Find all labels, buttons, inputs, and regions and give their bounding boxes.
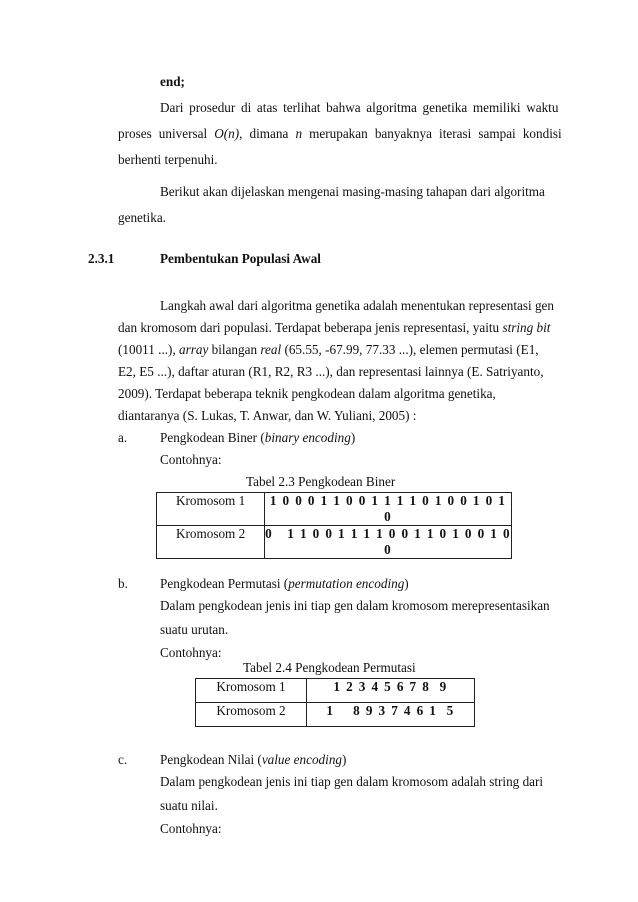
list-marker-c: c. — [118, 752, 128, 767]
paragraph-3-line-1: Langkah awal dari algoritma genetika adalah menentukan representasi gen — [160, 298, 554, 313]
term-array: array — [179, 342, 209, 357]
text-run: Pengkodean Biner ( — [160, 430, 265, 445]
table-cell-key: Kromosom 1 — [157, 493, 265, 526]
term-real: real — [260, 342, 282, 357]
table-row — [157, 526, 512, 559]
table-cell-key: Kromosom 2 — [157, 526, 265, 559]
term-permutation-encoding: permutation encoding — [288, 576, 405, 591]
item-b-desc-line-2: suatu urutan. — [160, 622, 229, 637]
text-run: ) — [342, 752, 347, 767]
item-b-example-label: Contohnya: — [160, 645, 222, 660]
table-cell-value: 1 0 0 0 1 1 0 0 1 1 1 1 0 1 0 0 1 0 1 0 — [265, 493, 512, 526]
text-run: Pengkodean Permutasi ( — [160, 576, 289, 591]
text-run: Pengkodean Nilai ( — [160, 752, 262, 767]
table-2-3-caption: Tabel 2.3 Pengkodean Biner — [246, 474, 396, 489]
paragraph-3-line-2 — [118, 320, 550, 336]
section-title: Pembentukan Populasi Awal — [160, 251, 321, 266]
paragraph-3-line-5: 2009). Terdapat beberapa teknik pengkodean dalam algoritma genetika, — [118, 386, 496, 401]
text-run: dan kromosom dari populasi. Terdapat beberapa jenis representasi, yaitu — [118, 320, 503, 335]
paragraph-3-line-4: E2, E5 ...), daftar aturan (R1, R2, R3 ...), dan representasi lainnya (E. Satriyanto, — [118, 364, 544, 379]
paragraph-1-line-3: berhenti terpenuhi. — [118, 152, 218, 167]
item-c-desc-line-2: suatu nilai. — [160, 798, 218, 813]
item-b-desc-line-1: Dalam pengkodean jenis ini tiap gen dalam kromosom merepresentasikan — [160, 598, 550, 613]
paragraph-2-line-2: genetika. — [118, 210, 166, 225]
text-run: ) — [404, 576, 409, 591]
paragraph-1-line-1: Dari prosedur di atas terlihat bahwa algoritma genetika memiliki waktu — [160, 100, 559, 115]
paragraph-3-line-3 — [118, 342, 539, 358]
text-run: (10011 ...), — [118, 342, 180, 357]
list-marker-b: b. — [118, 576, 128, 591]
table-2-4-caption: Tabel 2.4 Pengkodean Permutasi — [243, 660, 416, 675]
table-cell-key: Kromosom 2 — [196, 703, 307, 727]
table-row — [196, 679, 475, 703]
paragraph-3-line-6: diantaranya (S. Lukas, T. Anwar, dan W. Yuliani, 2005) : — [118, 408, 417, 423]
table-row — [157, 493, 512, 526]
paragraph-1-line-2 — [118, 126, 562, 142]
table-row — [196, 703, 475, 727]
table-cell-key: Kromosom 1 — [196, 679, 307, 703]
table-cell-value — [265, 526, 512, 559]
text-run: , dimana — [239, 126, 296, 141]
item-c-desc-line-1: Dalam pengkodean jenis ini tiap gen dalam kromosom adalah string dari — [160, 774, 544, 789]
text-run: proses universal — [118, 126, 215, 141]
item-c-example-label: Contohnya: — [160, 821, 222, 836]
binary-encoding-table — [156, 492, 512, 559]
value-line-1: 0 1 1 0 0 1 1 1 1 0 0 1 1 0 1 0 0 1 0 — [265, 526, 511, 541]
item-a-title — [160, 430, 355, 446]
term-value-encoding: value encoding — [261, 752, 343, 767]
term-binary-encoding: binary encoding — [264, 430, 351, 445]
code-end-keyword: end; — [160, 74, 185, 89]
paragraph-2-line-1: Berikut akan dijelaskan mengenai masing-masing tahapan dari algoritma — [160, 184, 545, 199]
item-b-title — [160, 576, 409, 592]
term-string-bit: string bit — [502, 320, 551, 335]
table-cell-value: 1 8 9 3 7 4 6 1 5 — [307, 703, 475, 727]
item-c-title — [160, 752, 346, 768]
text-run: (65.55, -67.99, 77.33 ...), elemen permutasi (E1, — [281, 342, 539, 357]
table-cell-value: 1 2 3 4 5 6 7 8 9 — [307, 679, 475, 703]
value-line-2: 0 — [384, 542, 393, 557]
section-number: 2.3.1 — [88, 251, 115, 266]
big-o-notation: O(n) — [214, 126, 240, 141]
variable-n: n — [295, 126, 303, 141]
permutation-encoding-table — [195, 678, 475, 727]
item-a-example-label: Contohnya: — [160, 452, 222, 467]
text-run: ) — [350, 430, 356, 445]
text-run: bilangan — [208, 342, 261, 357]
text-run: merupakan banyaknya iterasi sampai kondisi — [302, 126, 562, 141]
list-marker-a: a. — [118, 430, 128, 445]
